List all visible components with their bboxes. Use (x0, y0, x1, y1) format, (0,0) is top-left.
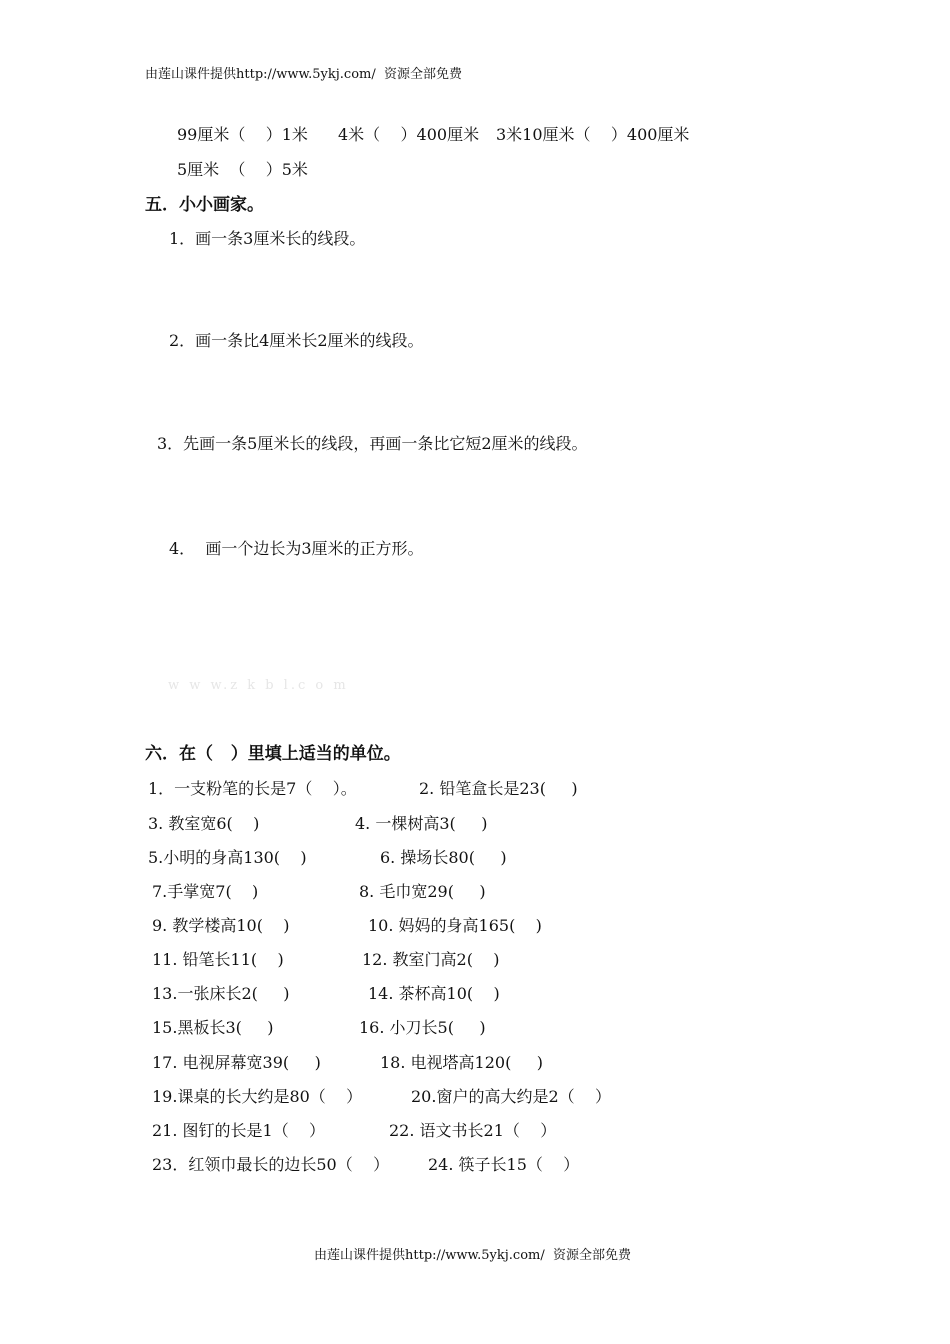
unit-item-23: 23．红领巾最长的边长50（ ） (152, 1155, 390, 1174)
compare-item-1: 99厘米（ ）1米 (177, 125, 308, 144)
unit-item-10: 10. 妈妈的身高165( ) (368, 916, 542, 935)
compare-item-4: 5厘米 （ ）5米 (177, 160, 308, 179)
unit-item-7: 7.手掌宽7( ) (152, 882, 259, 901)
page-header: 由莲山课件提供http://www.5ykj.com/ 资源全部免费 (145, 67, 462, 82)
unit-item-14: 14. 茶杯高10( ) (368, 984, 500, 1003)
drawing-task-3: 3．先画一条5厘米长的线段，再画一条比它短2厘米的线段。 (157, 434, 588, 453)
section-5-title: 五．小小画家。 (145, 195, 264, 215)
unit-item-8: 8. 毛巾宽29( ) (359, 882, 486, 901)
unit-item-24: 24. 筷子长15（ ） (428, 1155, 580, 1174)
unit-item-4: 4. 一棵树高3( ) (355, 814, 488, 833)
unit-item-13: 13.一张床长2( ) (152, 984, 290, 1003)
unit-item-3: 3. 教室宽6( ) (148, 814, 260, 833)
unit-item-5: 5.小明的身高130( ) (148, 848, 307, 867)
drawing-task-1: 1．画一条3厘米长的线段。 (169, 229, 366, 248)
unit-item-22: 22. 语文书长21（ ） (389, 1121, 557, 1140)
unit-item-20: 20.窗户的高大约是2（ ） (411, 1087, 611, 1106)
section-6-title: 六．在（ ）里填上适当的单位。 (145, 744, 401, 764)
unit-item-9: 9. 教学楼高10( ) (152, 916, 290, 935)
drawing-task-2: 2．画一条比4厘米长2厘米的线段。 (169, 331, 424, 350)
watermark: w w w.z k b l.c o m (168, 678, 349, 693)
drawing-task-4: 4． 画一个边长为3厘米的正方形。 (169, 539, 424, 558)
unit-item-21: 21. 图钉的长是1（ ） (152, 1121, 326, 1140)
page-footer: 由莲山课件提供http://www.5ykj.com/ 资源全部免费 (314, 1248, 631, 1263)
unit-item-2: 2. 铅笔盒长是23( ) (419, 779, 578, 798)
compare-item-3: 3米10厘米（ ）400厘米 (496, 125, 690, 144)
unit-item-15: 15.黑板长3( ) (152, 1018, 274, 1037)
unit-item-1: 1．一支粉笔的长是7（ ）。 (148, 779, 357, 798)
unit-item-11: 11. 铅笔长11( ) (152, 950, 284, 969)
unit-item-17: 17. 电视屏幕宽39( ) (152, 1053, 321, 1072)
unit-item-18: 18. 电视塔高120( ) (380, 1053, 543, 1072)
compare-item-2: 4米（ ）400厘米 (338, 125, 480, 144)
unit-item-16: 16. 小刀长5( ) (359, 1018, 486, 1037)
unit-item-6: 6. 操场长80( ) (380, 848, 507, 867)
unit-item-19: 19.课桌的长大约是80（ ） (152, 1087, 363, 1106)
unit-item-12: 12. 教室门高2( ) (362, 950, 500, 969)
